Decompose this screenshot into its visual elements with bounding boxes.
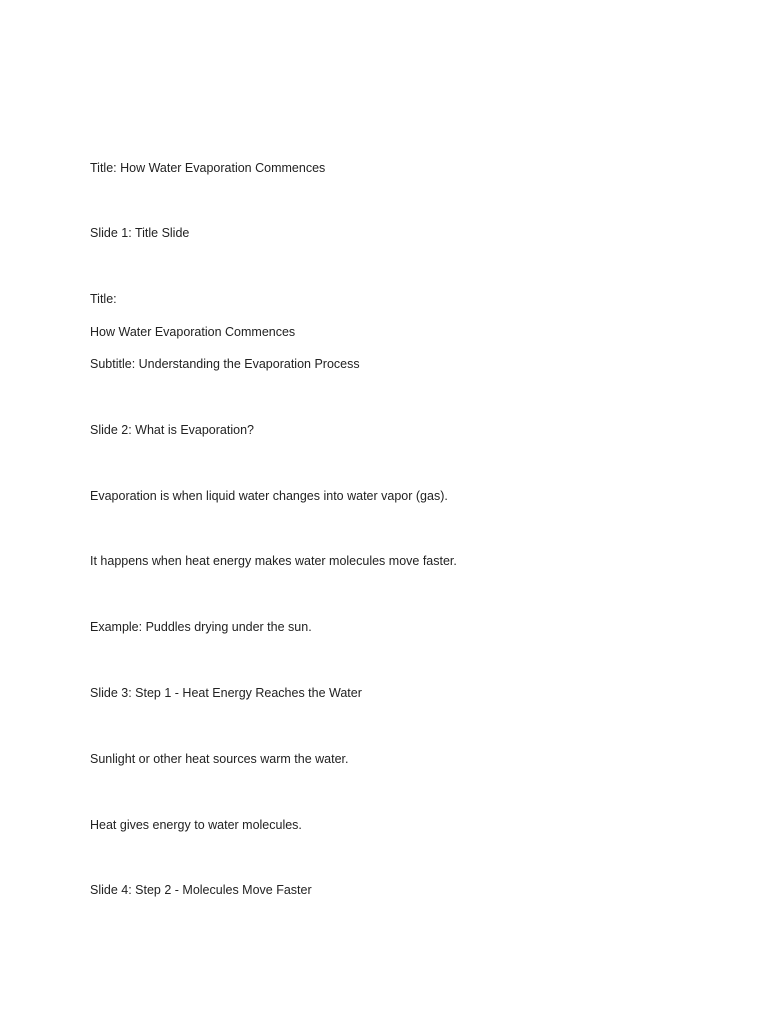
document-title: Title: How Water Evaporation Commences (90, 161, 326, 175)
slide-subtitle: Subtitle: Understanding the Evaporation Process (90, 357, 360, 371)
body-paragraph: It happens when heat energy makes water molecules move faster. (90, 554, 457, 568)
slide-heading: Slide 3: Step 1 - Heat Energy Reaches the Water (90, 686, 362, 700)
body-paragraph: Sunlight or other heat sources warm the water. (90, 752, 349, 766)
body-paragraph: Heat gives energy to water molecules. (90, 818, 302, 832)
body-paragraph: Example: Puddles drying under the sun. (90, 620, 312, 634)
slide-heading: Slide 4: Step 2 - Molecules Move Faster (90, 883, 312, 897)
slide-heading: Slide 2: What is Evaporation? (90, 423, 254, 437)
body-paragraph: Evaporation is when liquid water changes into water vapor (gas). (90, 489, 448, 503)
slide-title-label: Title: (90, 292, 117, 306)
slide-heading: Slide 1: Title Slide (90, 226, 190, 240)
slide-title-text: How Water Evaporation Commences (90, 325, 296, 339)
